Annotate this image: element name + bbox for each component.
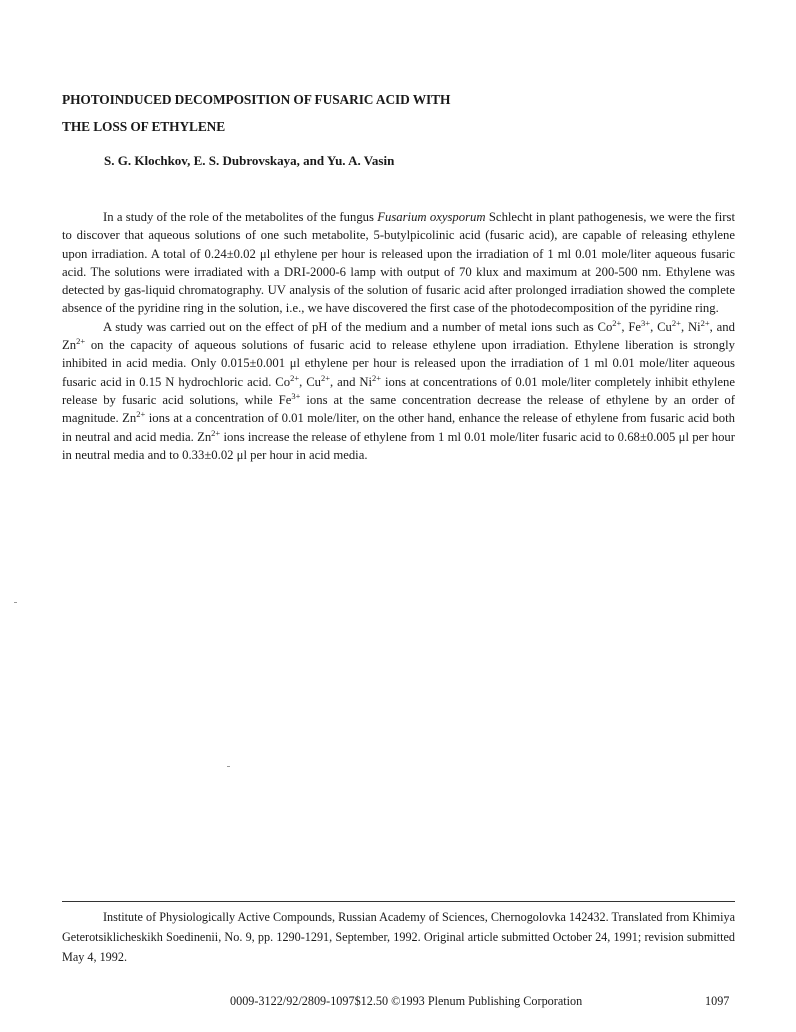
- paragraph-1-text-b: Schlecht in plant pathogenesis, we were the first to discover that aqueous solutions of one such metabolite, 5-butylpicolinic acid (fusaric acid), are capable of releasing ethylene upon irradiation. A total of 0.24±0.02 μl ethylene per hour is released upon the irradiation of 1 ml 0.01 mole/liter aqueous fusaric acid. The solutions were irradiated with a DRI-2000-6 lamp with output of 70 klux and maximum at 200-500 nm. Ethylene was detected by gas-liquid chromatography. UV analysis of the solution of fusaric acid after prolonged irradiation showed the complete absence of the pyridine ring in the solution, i.e., we have discovered the first case of the photodecomposition of the pyridine ring.: [62, 210, 735, 316]
- ion-charge: 2+: [211, 427, 221, 438]
- ion-charge: 3+: [641, 317, 651, 328]
- ion-charge: 2+: [612, 317, 622, 328]
- p2-text: on the capacity of aqueous solutions of fusaric acid to release ethylene upon irradiation. Ethylene liberation is strongly inhibited in acid media. Only 0.015±0.001 μl ethylene per hour is released upon the irradiation of 1 ml 0.01 mole/liter aqueous fusaric acid in 0.15 N hydrochloric acid. Co: [62, 338, 735, 389]
- p2-text: ions at a concentration of 0.01 mole/liter, on the other hand, enhance the release of ethylene from fusaric acid both in neutral and acid media. Zn: [62, 411, 735, 444]
- p2-text: ions increase the release of ethylene from 1 ml 0.01 mole/liter fusaric acid to 0.68±0.005 μl per hour in neutral media and to 0.33±0.02 μl per hour in acid media.: [62, 429, 735, 462]
- copyright-line: 0009-3122/92/2809-1097$12.50 ©1993 Plenum Publishing Corporation: [230, 994, 583, 1008]
- footnote: Institute of Physiologically Active Compounds, Russian Academy of Sciences, Chernogolovka 142432. Translated from Khimiya Geterotsiklicheskikh Soedinenii, No. 9, pp. 1290-1291, September, 1992. Original article submitted October 24, 1991; revision submitted May 4, 1992.: [62, 910, 735, 964]
- ion-charge: 2+: [76, 336, 86, 347]
- page-number: 1097: [705, 994, 730, 1008]
- p2-text: A study was carried out on the effect of pH of the medium and a number of metal ions such as Co: [103, 319, 613, 334]
- paragraph-2: [62, 318, 735, 464]
- paragraph-1-text-a: In a study of the role of the metabolites of the fungus: [103, 210, 378, 224]
- title-line-1: PHOTOINDUCED DECOMPOSITION OF FUSARIC ACID WITH: [62, 92, 451, 107]
- article-body: [62, 208, 735, 464]
- p2-text: , and Zn: [62, 319, 735, 353]
- species-name: Fusarium oxysporum: [377, 210, 486, 224]
- footnote-divider: [62, 901, 735, 902]
- p2-text: , Ni: [680, 319, 701, 334]
- scan-speck: [227, 766, 230, 767]
- ion-charge: 2+: [372, 372, 382, 383]
- ion-charge: 2+: [290, 372, 300, 383]
- article-title: [62, 86, 622, 140]
- ion-charge: 2+: [671, 317, 681, 328]
- ion-charge: 2+: [136, 409, 146, 420]
- p2-text: , and Ni: [330, 374, 373, 389]
- ion-charge: 3+: [291, 390, 301, 401]
- p2-text: , Cu: [299, 374, 321, 389]
- p2-text: , Cu: [650, 319, 672, 334]
- ion-charge: 2+: [700, 317, 710, 328]
- paragraph-1: [62, 208, 735, 318]
- scan-speck: [14, 602, 17, 603]
- ion-charge: 2+: [321, 372, 331, 383]
- author-list: S. G. Klochkov, E. S. Dubrovskaya, and Yu. A. Vasin: [104, 153, 395, 168]
- p2-text: ions at the same concentration decrease the release of ethylene by an order of magnitude. Zn: [62, 392, 735, 426]
- title-line-2: THE LOSS OF ETHYLENE: [62, 119, 226, 134]
- p2-text: ions at concentrations of 0.01 mole/liter completely inhibit ethylene release by fusaric acid solutions, while Fe: [62, 374, 735, 407]
- p2-text: , Fe: [621, 319, 642, 334]
